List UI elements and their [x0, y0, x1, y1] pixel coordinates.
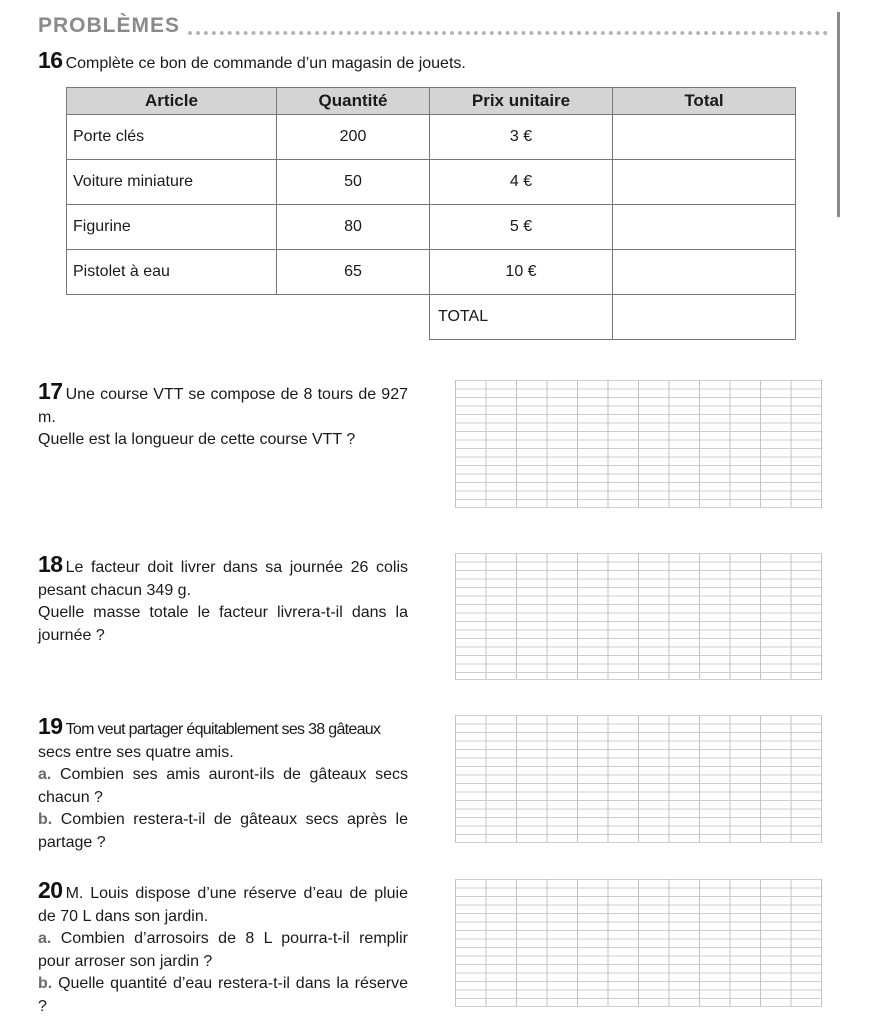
problem-18-statement — [38, 553, 408, 647]
total-cell[interactable] — [613, 115, 796, 160]
answer-grid-19[interactable] — [455, 715, 822, 843]
problem-19-statement — [38, 715, 408, 854]
problem-text: Une course VTT se compose de 8 tours de 927 m. — [38, 386, 408, 426]
problem-text: Le facteur doit livrer dans sa journée 26 colis pesant chacun 349 g. — [38, 559, 408, 599]
table-row — [67, 205, 796, 250]
problem-text-continued: secs entre ses quatre amis. — [38, 743, 234, 761]
grand-total-cell[interactable] — [613, 295, 796, 340]
table-total-row — [67, 295, 796, 340]
article-cell: Voiture miniature — [67, 160, 277, 205]
total-cell[interactable] — [613, 250, 796, 295]
part-b-label: b. — [38, 975, 53, 992]
table-header-row — [67, 88, 796, 115]
quantity-cell: 200 — [277, 115, 430, 160]
quantity-cell: 65 — [277, 250, 430, 295]
column-header: Quantité — [277, 88, 430, 115]
part-b-question: Quelle quantité d’eau restera-t-il dans la réserve ? — [38, 975, 409, 1015]
problem-text: M. Louis dispose d’une réserve d’eau de pluie de 70 L dans son jardin. — [38, 885, 408, 925]
problem-number: 20 — [38, 877, 63, 903]
part-a-label: a. — [38, 766, 52, 783]
part-a-question: Combien d’arrosoirs de 8 L pourra-t-il remplir pour arroser son jardin ? — [38, 930, 408, 970]
price-cell: 10 € — [430, 250, 613, 295]
quantity-cell: 50 — [277, 160, 430, 205]
part-a-label: a. — [38, 930, 52, 947]
total-label: TOTAL — [430, 295, 613, 340]
price-cell: 5 € — [430, 205, 613, 250]
problem-text: Complète ce bon de commande d’un magasin de jouets. — [65, 55, 466, 72]
section-title: PROBLÈMES — [38, 14, 181, 37]
section-header — [38, 14, 828, 42]
problem-number: 17 — [38, 378, 63, 404]
article-cell: Pistolet à eau — [67, 250, 277, 295]
part-a-question: Combien ses amis auront-ils de gâteaux secs chacun ? — [38, 766, 408, 806]
problem-20-statement — [38, 879, 408, 1018]
quantity-cell: 80 — [277, 205, 430, 250]
order-form-table — [66, 87, 796, 340]
table-row — [67, 160, 796, 205]
problem-number: 18 — [38, 551, 63, 577]
price-cell: 3 € — [430, 115, 613, 160]
article-cell: Figurine — [67, 205, 277, 250]
problem-16-statement — [38, 47, 466, 74]
part-b-label: b. — [38, 811, 53, 828]
price-cell: 4 € — [430, 160, 613, 205]
part-b-question: Combien restera-t-il de gâteaux secs après le partage ? — [38, 811, 408, 851]
answer-grid-17[interactable] — [455, 380, 822, 508]
column-header: Total — [613, 88, 796, 115]
problem-text: Tom veut partager équitablement ses 38 gâteaux — [65, 721, 381, 738]
dotted-rule — [188, 31, 828, 35]
problem-question: Quelle masse totale le facteur livrera-t-il dans la journée ? — [38, 604, 408, 644]
column-header: Article — [67, 88, 277, 115]
table-row — [67, 250, 796, 295]
total-cell[interactable] — [613, 160, 796, 205]
article-cell: Porte clés — [67, 115, 277, 160]
answer-grid-20[interactable] — [455, 879, 822, 1007]
margin-rule — [837, 12, 840, 217]
problem-question: Quelle est la longueur de cette course VTT ? — [38, 431, 356, 448]
table-row — [67, 115, 796, 160]
total-cell[interactable] — [613, 205, 796, 250]
column-header: Prix unitaire — [430, 88, 613, 115]
problem-number: 16 — [38, 47, 63, 73]
answer-grid-18[interactable] — [455, 553, 822, 680]
problem-17-statement — [38, 380, 408, 452]
problem-number: 19 — [38, 713, 63, 739]
